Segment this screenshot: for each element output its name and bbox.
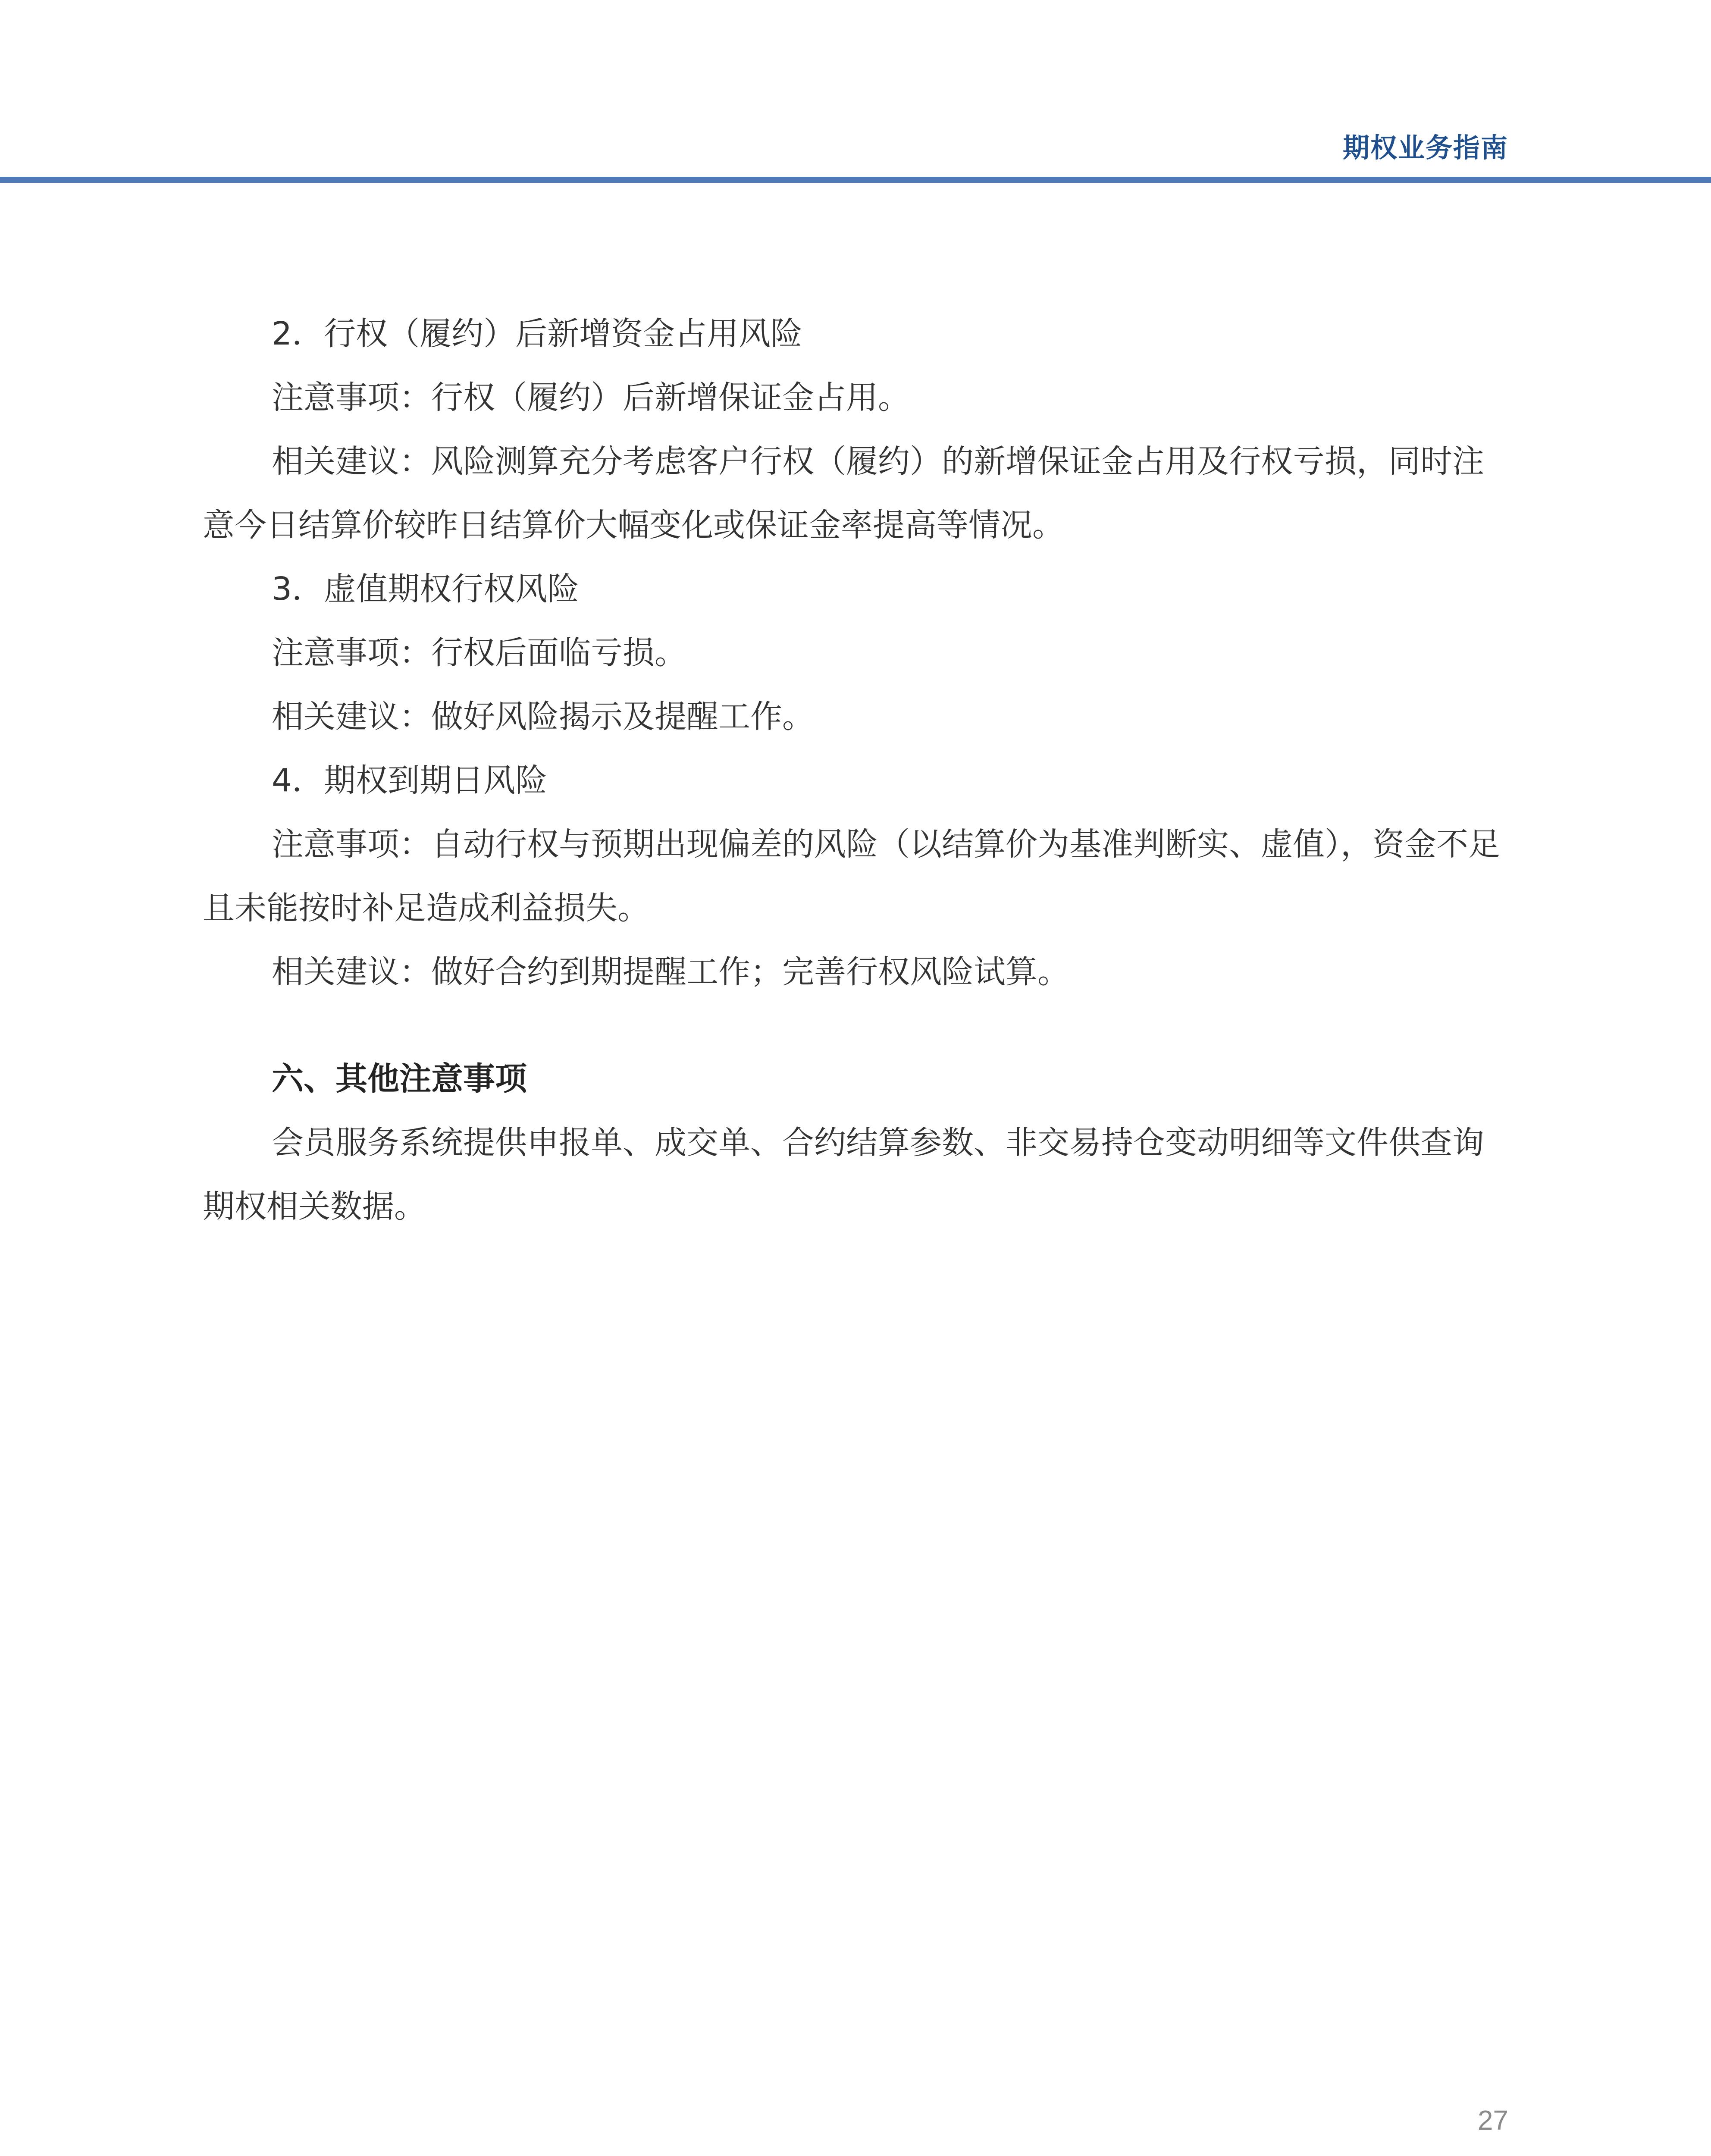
item-4-suggestion: 相关建议：做好合约到期提醒工作；完善行权风险试算。 — [272, 953, 1069, 990]
item-4-note: 注意事项：自动行权与预期出现偏差的风险（以结算价为基准判断实、虚值），资金不足且未能按时补足造成利益损失。 — [203, 826, 1500, 927]
item-2-suggestion: 相关建议：风险测算充分考虑客户行权（履约）的新增保证金占用及行权亏损，同时注意今日结算价较昨日结算价大幅变化或保证金率提高等情况。 — [203, 443, 1484, 544]
item-4-heading: 4．期权到期日风险 — [272, 762, 548, 799]
page-body — [203, 302, 1509, 1238]
header-divider — [0, 177, 1711, 183]
page-number: 27 — [1477, 2105, 1508, 2136]
running-header-title: 期权业务指南 — [1342, 132, 1508, 163]
item-2-heading: 2．行权（履约）后新增资金占用风险 — [272, 315, 803, 352]
item-3-suggestion: 相关建议：做好风险揭示及提醒工作。 — [272, 698, 814, 735]
section-spacer — [203, 1004, 1509, 1047]
section-heading: 六、其他注意事项 — [272, 1060, 527, 1097]
item-3-heading: 3．虚值期权行权风险 — [272, 570, 580, 608]
item-3-note: 注意事项：行权后面临亏损。 — [272, 634, 686, 671]
item-2-note: 注意事项：行权（履约）后新增保证金占用。 — [272, 379, 910, 416]
section-paragraph: 会员服务系统提供申报单、成交单、合约结算参数、非交易持仓变动明细等文件供查询期权相关数据。 — [203, 1124, 1484, 1225]
